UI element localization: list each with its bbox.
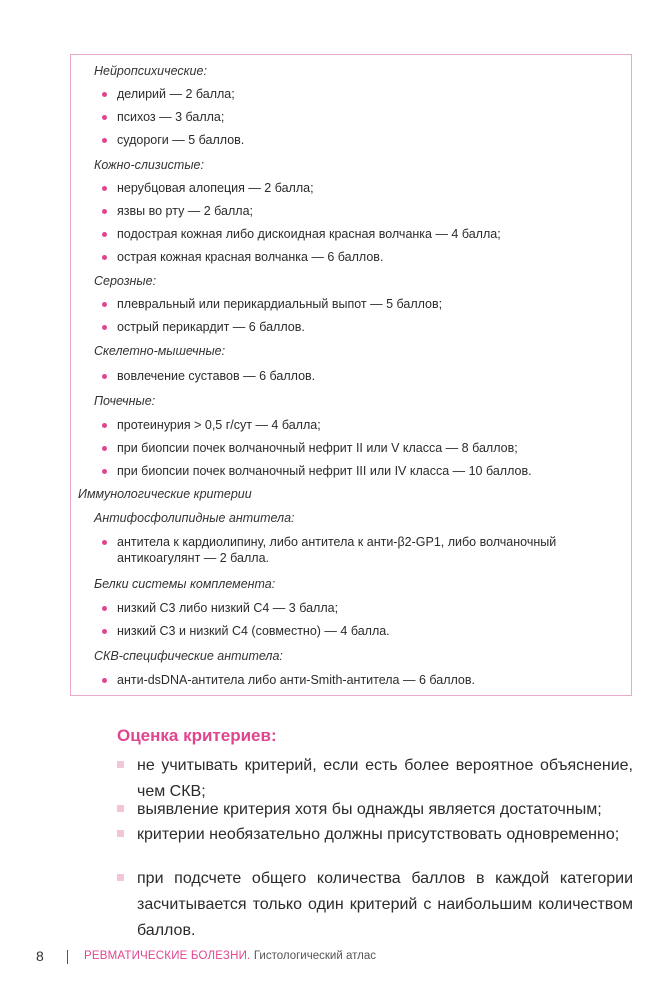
bullet-icon (102, 540, 107, 545)
square-bullet-icon (117, 805, 124, 812)
evaluation-item: не учитывать критерий, если есть более вероятное объяснение, чем СКВ; (137, 757, 633, 800)
square-bullet-icon (117, 761, 124, 768)
category-renal-title: Почечные: (94, 394, 156, 408)
bullet-icon (102, 255, 107, 260)
footer-divider (67, 950, 68, 964)
category-serous-title: Серозные: (94, 274, 157, 288)
renal-item: протеинурия > 0,5 г/сут — 4 балла; (117, 418, 321, 432)
evaluation-item: критерии необязательно должны присутствовать одновременно; (137, 826, 620, 843)
renal-item: при биопсии почек волчаночный нефрит III или IV класса — 10 баллов. (117, 464, 532, 478)
bullet-icon (102, 92, 107, 97)
neuro-item: психоз — 3 балла; (117, 110, 225, 124)
category-musculo-title: Скелетно-мышечные: (94, 344, 226, 358)
bullet-icon (102, 469, 107, 474)
evaluation-item: выявление критерия хотя бы однажды является достаточным; (137, 801, 602, 818)
skin-item: язвы во рту — 2 балла; (117, 204, 254, 218)
bullet-icon (102, 325, 107, 330)
evaluation-title: Оценка критериев: (117, 726, 277, 745)
book-title: РЕВМАТИЧЕСКИЕ БОЛЕЗНИ. (84, 950, 251, 962)
serous-item: острый перикардит — 6 баллов. (117, 320, 305, 334)
bullet-icon (102, 302, 107, 307)
immuno-criteria-title: Иммунологические критерии (78, 487, 252, 501)
bullet-icon (102, 423, 107, 428)
square-bullet-icon (117, 874, 124, 881)
category-complement-title: Белки системы комплемента: (94, 577, 276, 591)
skin-item: подострая кожная либо дискоидная красная волчанка — 4 балла; (117, 227, 501, 241)
neuro-item: судороги — 5 баллов. (117, 133, 245, 147)
evaluation-item: при подсчете общего количества баллов в каждой категории засчитывается только один критерий с наибольшим количеством баллов. (137, 870, 633, 939)
bullet-icon (102, 606, 107, 611)
footer-book-title (84, 950, 376, 962)
bullet-icon (102, 186, 107, 191)
bullet-icon (102, 446, 107, 451)
category-skin-title: Кожно-слизистые: (94, 158, 204, 172)
skin-item: нерубцовая алопеция — 2 балла; (117, 181, 314, 195)
bullet-icon (102, 209, 107, 214)
bullet-icon (102, 374, 107, 379)
antiphospho-item: антитела к кардиолипину, либо антитела к анти-β2-GP1, либо волчаночный антикоагулянт — 2 балла. (117, 535, 557, 565)
sle-specific-item: анти-dsDNA-антитела либо анти-Smith-антитела — 6 баллов. (117, 673, 476, 687)
category-antiphospho-title: Антифосфолипидные антитела: (94, 511, 295, 525)
complement-item: низкий С3 и низкий С4 (совместно) — 4 балла. (117, 624, 390, 638)
category-neuro-title: Нейропсихические: (94, 64, 207, 78)
neuro-item: делирий — 2 балла; (117, 87, 235, 101)
renal-item: при биопсии почек волчаночный нефрит II или V класса — 8 баллов; (117, 441, 518, 455)
musculo-item: вовлечение суставов — 6 баллов. (117, 369, 316, 383)
bullet-icon (102, 678, 107, 683)
category-sle-specific-title: СКВ-специфические антитела: (94, 649, 283, 663)
complement-item: низкий С3 либо низкий С4 — 3 балла; (117, 601, 339, 615)
bullet-icon (102, 138, 107, 143)
skin-item: острая кожная красная волчанка — 6 баллов. (117, 250, 384, 264)
bullet-icon (102, 232, 107, 237)
book-subtitle: Гистологический атлас (253, 950, 376, 962)
page-number: 8 (36, 948, 44, 964)
bullet-icon (102, 115, 107, 120)
square-bullet-icon (117, 830, 124, 837)
serous-item: плевральный или перикардиальный выпот — 5 баллов; (117, 297, 443, 311)
bullet-icon (102, 629, 107, 634)
